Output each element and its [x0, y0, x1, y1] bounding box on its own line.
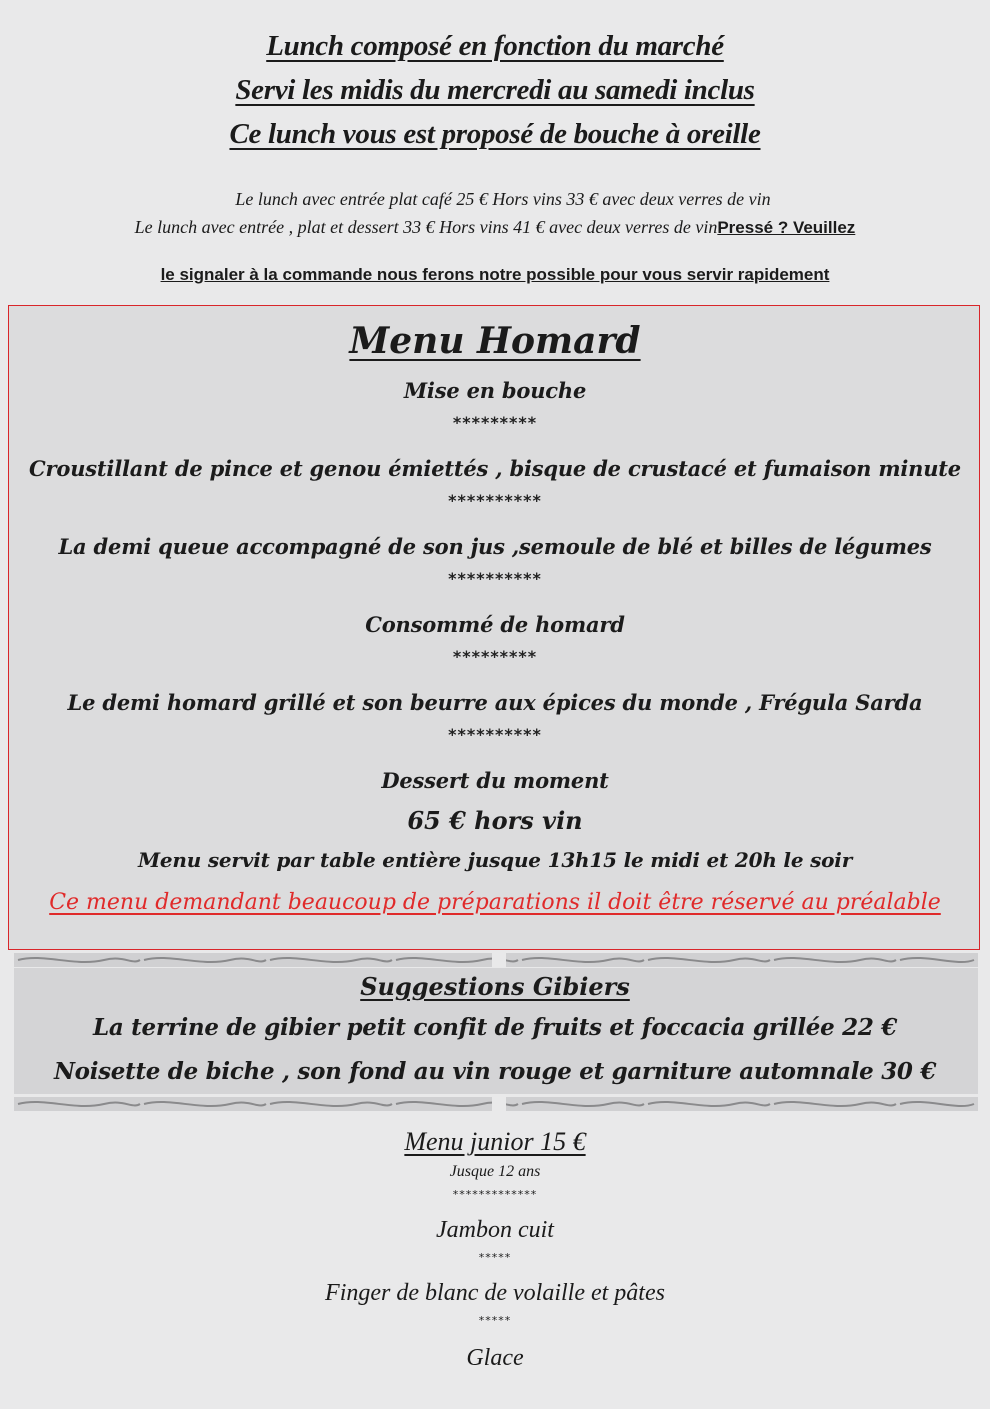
service-conditions: Menu servit par table entière jusque 13h15 le midi et 20h le soir [137, 848, 853, 872]
homard-title: Menu Homard [349, 320, 641, 362]
header-line-3: Ce lunch vous est proposé de bouche à oreille [229, 118, 761, 150]
separator-stars: ********** [448, 725, 542, 744]
header-line-2: Servi les midis du mercredi au samedi inclus [235, 74, 755, 106]
course-demi-homard: Le demi homard grillé et son beurre aux épices du monde , Frégula Sarda [67, 690, 923, 715]
junior-age: Jusque 12 ans [449, 1163, 541, 1180]
lunch-offer-1: Le lunch avec entrée plat café 25 € Hors vins 33 € avec deux verres de vin [235, 189, 771, 209]
course-consomme: Consommé de homard [365, 612, 625, 637]
junior-separator: ************* [452, 1188, 538, 1201]
mise-en-bouche: Mise en bouche [403, 378, 587, 403]
separator-stars: ********* [452, 647, 538, 666]
separator-stars: ********** [448, 569, 542, 588]
lunch-offer-2: Le lunch avec entrée , plat et dessert 33 € Hors vins 41 € avec deux verres de vin [134, 217, 718, 237]
presse-text: Pressé ? Veuillez [717, 218, 856, 237]
ornament-border-top [14, 953, 978, 967]
junior-title: Menu junior 15 € [404, 1127, 586, 1156]
header-line-1: Lunch composé en fonction du marché [266, 30, 724, 62]
reservation-warning: Ce menu demandant beaucoup de préparations il doit être réservé au préalable [49, 890, 941, 915]
rush-notice: le signaler à la commande nous ferons notre possible pour vous servir rapidement [160, 265, 830, 284]
lunch-offer-2-row [0, 217, 990, 238]
course-croustillant: Croustillant de pince et genou émiettés , bisque de crustacé et fumaison minute [29, 456, 961, 481]
junior-item-jambon: Jambon cuit [436, 1217, 554, 1243]
dessert: Dessert du moment [381, 768, 609, 793]
ornament-pattern [14, 1097, 978, 1111]
homard-price: 65 € hors vin [407, 806, 583, 835]
junior-separator: ***** [478, 1314, 512, 1327]
gibier-title: Suggestions Gibiers [360, 972, 630, 1001]
junior-separator: ***** [478, 1251, 512, 1264]
ornament-border-bottom [14, 1097, 978, 1111]
ornament-pattern [14, 953, 978, 967]
gibier-item-noisette: Noisette de biche , son fond au vin rouge et garniture automnale 30 € [53, 1058, 937, 1085]
course-demi-queue: La demi queue accompagné de son jus ,semoule de blé et billes de légumes [58, 534, 932, 559]
junior-item-glace: Glace [466, 1345, 524, 1371]
gibier-item-terrine: La terrine de gibier petit confit de fruits et foccacia grillée 22 € [93, 1014, 897, 1041]
junior-item-finger: Finger de blanc de volaille et pâtes [325, 1280, 665, 1306]
separator-stars: ********** [448, 491, 542, 510]
separator-stars: ********* [452, 413, 538, 432]
